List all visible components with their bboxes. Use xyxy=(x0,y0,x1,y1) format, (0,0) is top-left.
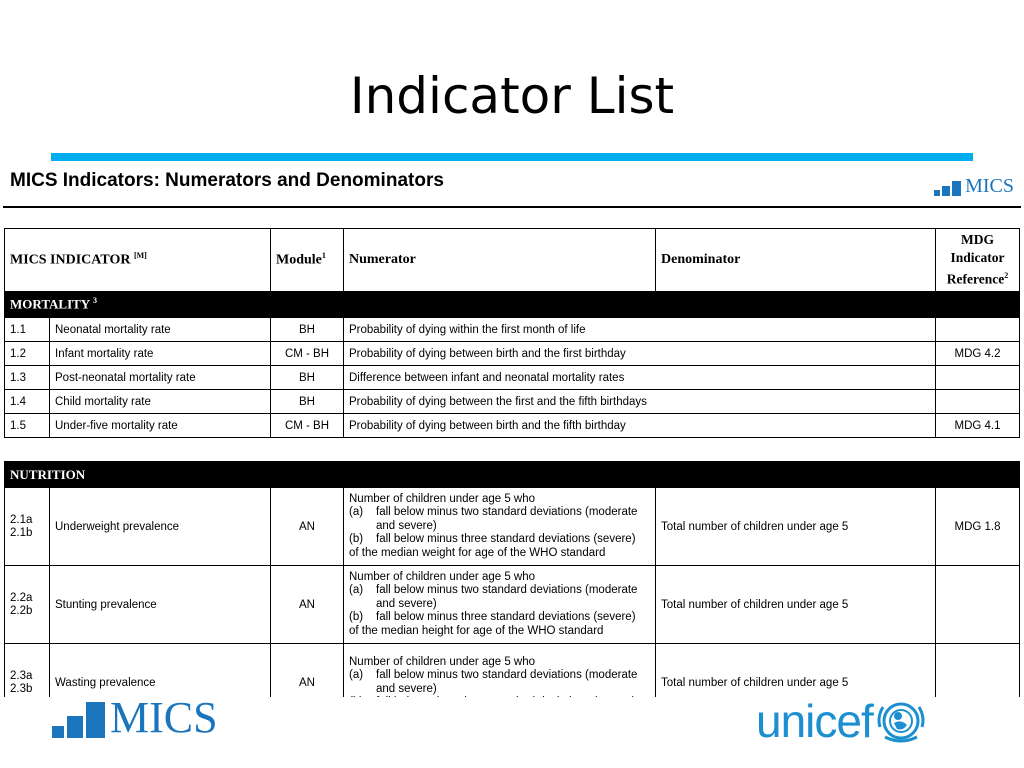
accent-bar xyxy=(51,153,973,161)
cell-indicator-name: Stunting prevalence xyxy=(50,566,271,644)
cell-indicator-name: Under-five mortality rate xyxy=(50,414,271,438)
section-title-nutrition: NUTRITION xyxy=(5,462,1020,488)
cell-indicator-id: 1.1 xyxy=(5,318,50,342)
numerator-item-b-label: (b) xyxy=(349,611,364,624)
table-row xyxy=(5,342,1020,366)
header-indicator xyxy=(5,229,271,292)
cell-indicator-name: Post-neonatal mortality rate xyxy=(50,366,271,390)
numerator-item-a-label: (a) xyxy=(349,584,364,597)
header-mdg-line1: MDG xyxy=(961,232,994,248)
header-mdg xyxy=(936,229,1020,292)
numerator-item-a-text: fall below minus two standard deviations (moderate and severe) xyxy=(376,506,638,532)
cell-indicator-id xyxy=(5,488,50,566)
cell-numerator xyxy=(344,566,656,644)
numerator-item-a-text: fall below minus two standard deviations (moderate and severe) xyxy=(376,584,638,610)
cell-numerator xyxy=(344,488,656,566)
header-mdg-line2: Indicator xyxy=(950,250,1005,266)
cell-indicator-name: Underweight prevalence xyxy=(50,488,271,566)
numerator-item-a-text: fall below minus two standard deviations (moderate and severe) xyxy=(376,669,638,695)
cell-indicator-id-a: 2.1a xyxy=(10,513,33,526)
mics-header-logo xyxy=(934,172,1014,196)
cell-mdg xyxy=(936,318,1020,342)
cell-indicator-name: Child mortality rate xyxy=(50,390,271,414)
unicef-logo xyxy=(756,696,927,746)
nutrition-table xyxy=(4,461,1020,722)
header-rule xyxy=(3,206,1021,208)
cell-denominator: Total number of children under age 5 xyxy=(656,644,936,722)
table-row xyxy=(5,318,1020,342)
mics-logo xyxy=(52,693,218,742)
mics-header-logo-text: MICS xyxy=(965,175,1014,197)
numerator-item-b-text: fall below minus three standard deviations (severe) xyxy=(376,611,636,624)
numerator-tail: of the median height for age of the WHO standard xyxy=(349,624,604,637)
cell-indicator-id: 1.5 xyxy=(5,414,50,438)
cell-mdg xyxy=(936,390,1020,414)
cell-mdg xyxy=(936,366,1020,390)
table-header-row xyxy=(5,229,1020,292)
cell-module: CM - BH xyxy=(271,414,344,438)
numerator-intro: Number of children under age 5 who xyxy=(349,570,536,583)
cell-indicator-id-b: 2.1b xyxy=(10,526,33,539)
cell-indicator-id-a: 2.3a xyxy=(10,669,33,682)
cell-module: AN xyxy=(271,488,344,566)
header-indicator-label: MICS INDICATOR xyxy=(10,252,131,268)
cell-denominator: Total number of children under age 5 xyxy=(656,488,936,566)
section-row-mortality xyxy=(5,292,1020,318)
table-row xyxy=(5,414,1020,438)
header-module-label: Module xyxy=(276,252,322,268)
cell-mdg: MDG 1.8 xyxy=(936,488,1020,566)
header-mdg-line3: Reference xyxy=(946,271,1005,287)
table-row xyxy=(5,390,1020,414)
numerator-tail: of the median weight for age of the WHO standard xyxy=(349,546,606,559)
cell-numerator: Probability of dying within the first month of life xyxy=(344,318,936,342)
section-title-label: MORTALITY xyxy=(10,296,90,312)
cell-numerator: Difference between infant and neonatal mortality rates xyxy=(344,366,936,390)
section-row-nutrition xyxy=(5,462,1020,488)
cell-indicator-id: 1.4 xyxy=(5,390,50,414)
slide-title: Indicator List xyxy=(349,67,675,125)
section-title-sup: 3 xyxy=(92,296,97,306)
numerator-item-b xyxy=(349,611,650,625)
numerator-intro: Number of children under age 5 who xyxy=(349,655,536,668)
cell-numerator: Probability of dying between birth and the first birthday xyxy=(344,342,936,366)
cell-denominator: Total number of children under age 5 xyxy=(656,566,936,644)
cell-module: AN xyxy=(271,644,344,722)
cell-module: BH xyxy=(271,390,344,414)
header-numerator: Numerator xyxy=(344,229,656,292)
cell-numerator: Probability of dying between the first and the fifth birthdays xyxy=(344,390,936,414)
unicef-logo-text: unicef xyxy=(756,695,873,747)
cell-module: BH xyxy=(271,366,344,390)
cell-indicator-name: Neonatal mortality rate xyxy=(50,318,271,342)
mortality-table xyxy=(4,228,1020,438)
cell-indicator-id-b: 2.3b xyxy=(10,682,33,695)
numerator-item-b-label: (b) xyxy=(349,533,364,546)
cell-indicator-id: 1.2 xyxy=(5,342,50,366)
header-indicator-sup: [M] xyxy=(133,251,147,261)
mics-logo-text: MICS xyxy=(110,693,218,742)
numerator-item-a xyxy=(349,669,650,696)
header-denominator: Denominator xyxy=(656,229,936,292)
cell-indicator-id-b: 2.2b xyxy=(10,604,33,617)
unicef-emblem-icon xyxy=(875,697,927,745)
numerator-item-a-label: (a) xyxy=(349,669,364,681)
numerator-item-b xyxy=(349,533,650,547)
cell-indicator-name: Infant mortality rate xyxy=(50,342,271,366)
cell-module: BH xyxy=(271,318,344,342)
cell-indicator-id-a: 2.2a xyxy=(10,591,33,604)
table-row xyxy=(5,566,1020,644)
cell-indicator-id: 1.3 xyxy=(5,366,50,390)
cell-module: CM - BH xyxy=(271,342,344,366)
table-row xyxy=(5,488,1020,566)
document-header: MICS Indicators: Numerators and Denominators xyxy=(10,170,444,191)
cell-mdg: MDG 4.1 xyxy=(936,414,1020,438)
table-row xyxy=(5,366,1020,390)
cell-mdg: MDG 4.2 xyxy=(936,342,1020,366)
cell-module: AN xyxy=(271,566,344,644)
cell-indicator-id xyxy=(5,566,50,644)
header-module-sup: 1 xyxy=(321,251,326,261)
cell-numerator: Probability of dying between birth and the fifth birthday xyxy=(344,414,936,438)
cell-mdg xyxy=(936,566,1020,644)
section-title-mortality xyxy=(5,292,1020,318)
header-module xyxy=(271,229,344,292)
numerator-intro: Number of children under age 5 who xyxy=(349,492,536,505)
numerator-item-a-label: (a) xyxy=(349,506,364,519)
numerator-item-a xyxy=(349,584,650,611)
cell-indicator-name: Wasting prevalence xyxy=(50,644,271,722)
numerator-item-a xyxy=(349,506,650,533)
numerator-item-b-text: fall below minus three standard deviations (severe) xyxy=(376,533,636,546)
header-mdg-sup: 2 xyxy=(1004,271,1009,281)
